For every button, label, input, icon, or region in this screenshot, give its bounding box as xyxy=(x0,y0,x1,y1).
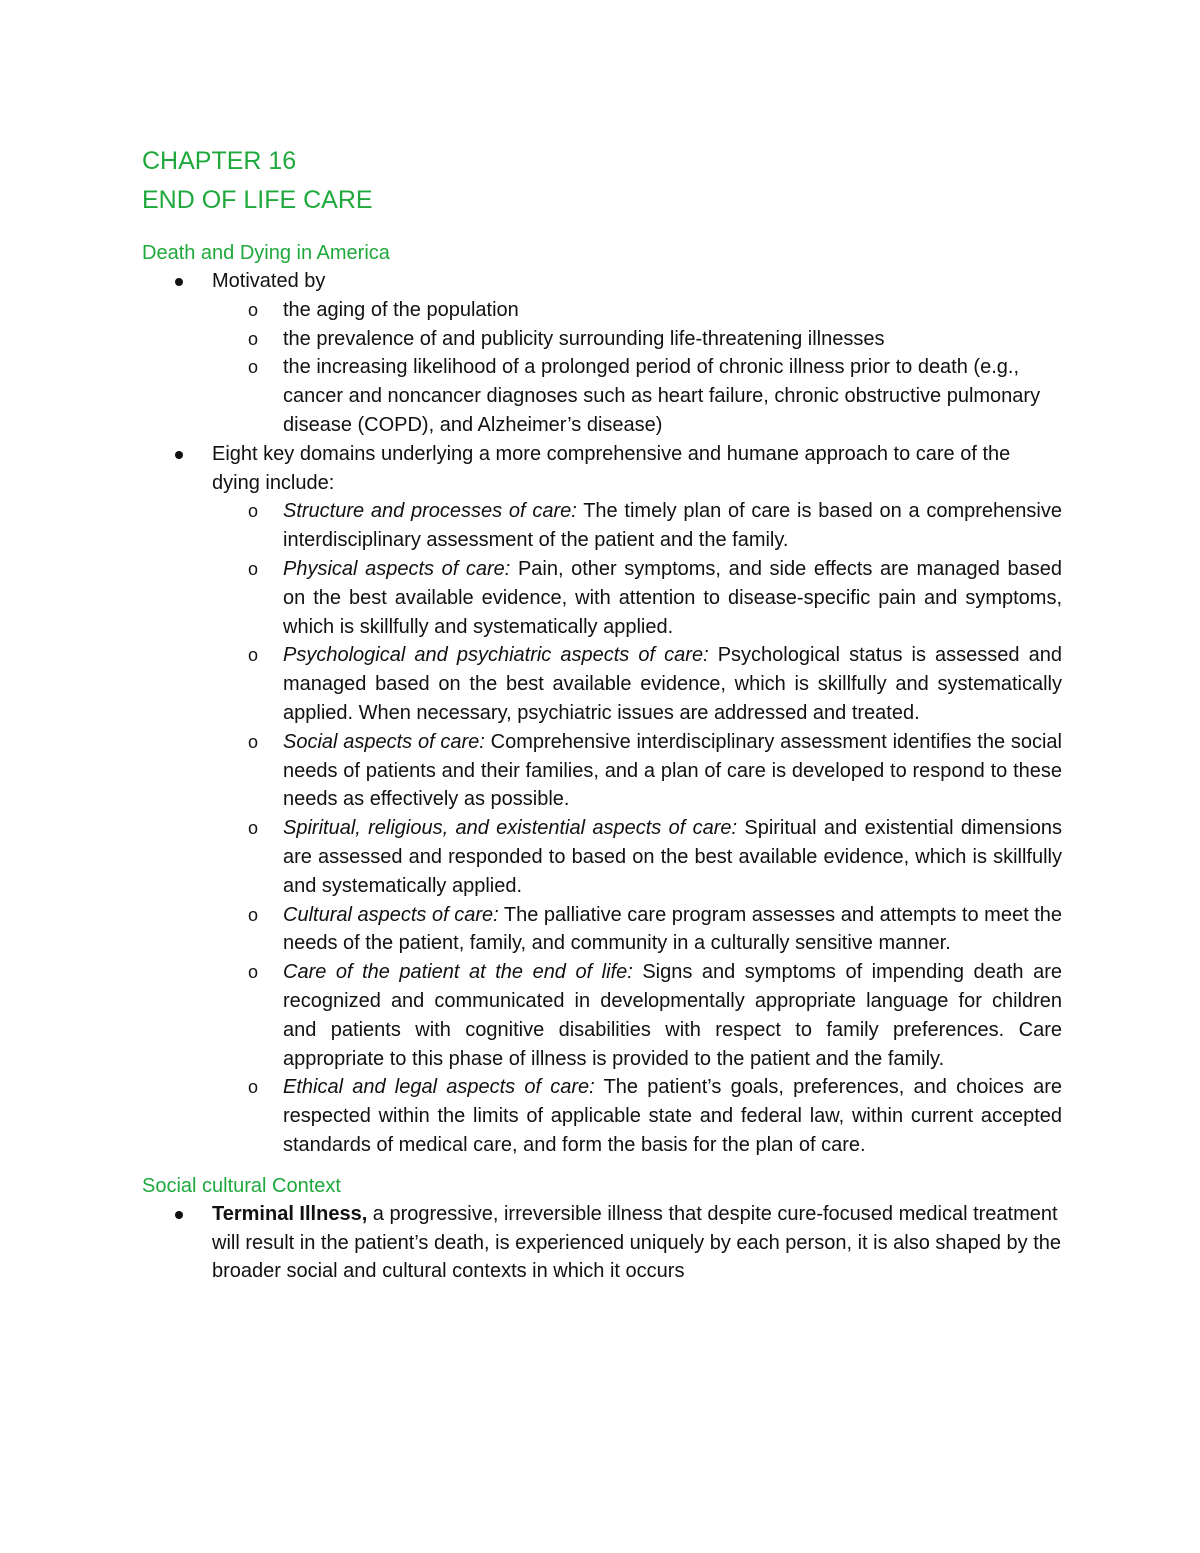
bullet-item-terminal-illness xyxy=(142,1200,1062,1286)
sub-item xyxy=(142,325,1062,354)
domain-term: Physical aspects of care: xyxy=(283,557,511,580)
domain-term: Structure and processes of care: xyxy=(283,500,577,523)
domain-text: Signs and symptoms of impending death are recognized and communicated in developmentally appropriate language for children and patients with cognitive disabilities with respect to family preferences. Care appropriate to this phase of illness is provided to the patient and the family. xyxy=(283,961,1062,1070)
domain-item-cultural xyxy=(142,901,1062,959)
domain-item-social xyxy=(142,728,1062,814)
circle-bullet-icon: o xyxy=(248,731,259,752)
domain-text: Spiritual and existential dimensions are assessed and responded to based on the best available evidence, which is skillfully and systematically applied. xyxy=(283,817,1062,897)
domain-item-spiritual xyxy=(142,814,1062,900)
domain-term: Spiritual, religious, and existential aspects of care: xyxy=(283,817,738,840)
chapter-number: CHAPTER 16 xyxy=(142,147,297,175)
domain-text: The timely plan of care is based on a comprehensive interdisciplinary assessment of the patient and the family. xyxy=(283,500,1062,552)
domain-term: Psychological and psychiatric aspects of care: xyxy=(283,644,709,667)
domain-text: Pain, other symptoms, and side effects are managed based on the best available evidence, with attention to disease-specific pain and symptoms, which is skillfully and systematically applied. xyxy=(283,557,1062,638)
circle-bullet-icon: o xyxy=(248,904,259,925)
domain-item-end-of-life xyxy=(142,958,1062,1073)
section-heading-social-cultural: Social cultural Context xyxy=(142,1174,341,1197)
domain-item-structure xyxy=(142,497,1062,555)
sub-list-motivations xyxy=(212,296,1062,440)
domain-item-psychological xyxy=(142,641,1062,727)
circle-bullet-icon: o xyxy=(248,299,259,320)
domain-text: Psychological status is assessed and managed based on the best available evidence, which is skillfully and systematically applied. When necessary, psychiatric issues are addressed and treated. xyxy=(283,644,1062,724)
page-content xyxy=(142,142,1062,1286)
bullet-list-death-dying xyxy=(142,267,1062,1160)
circle-bullet-icon: o xyxy=(248,962,259,983)
circle-bullet-icon: o xyxy=(248,645,259,666)
bullet-dot-icon xyxy=(175,451,183,459)
circle-bullet-icon: o xyxy=(248,818,259,839)
bullet-dot-icon xyxy=(175,1211,183,1219)
domain-term: Ethical and legal aspects of care: xyxy=(283,1076,595,1099)
sub-item-text: the increasing likelihood of a prolonged period of chronic illness prior to death (e.g., cancer and noncancer diagnoses such as heart failure, chronic obstructive pulmonary disease (COPD), and Alzheimer’s disease) xyxy=(283,356,1041,436)
sub-item xyxy=(142,296,1062,325)
sub-item-text: the aging of the population xyxy=(283,298,519,321)
circle-bullet-icon: o xyxy=(248,558,259,579)
domain-text: The patient’s goals, preferences, and choices are respected within the limits of applicable state and federal law, within current accepted standards of medical care, and form the basis for the plan of care. xyxy=(283,1076,1062,1156)
circle-bullet-icon: o xyxy=(248,501,259,522)
domain-text: Comprehensive interdisciplinary assessment identifies the social needs of patients and their families, and a plan of care is developed to respond to these needs as effectively as possible. xyxy=(283,730,1062,811)
domain-text: The palliative care program assesses and attempts to meet the needs of the patient, family, and community in a culturally sensitive manner. xyxy=(283,903,1062,955)
domain-term: Social aspects of care: xyxy=(283,730,485,753)
bullet-text: a progressive, irreversible illness that despite cure-focused medical treatment will result in the patient’s death, is experienced uniquely by each person, it is also shaped by the broader social and cultural contexts in which it occurs xyxy=(212,1202,1062,1283)
sub-item-text: the prevalence of and publicity surrounding life-threatening illnesses xyxy=(283,327,885,350)
bullet-item-motivated-by xyxy=(142,267,1062,440)
bullet-list-social-cultural xyxy=(142,1200,1062,1286)
sub-list-domains xyxy=(212,497,1062,1159)
bullet-text: Motivated by xyxy=(212,270,326,292)
domain-item-physical xyxy=(142,555,1062,641)
bullet-term: Terminal Illness, xyxy=(212,1202,368,1225)
circle-bullet-icon: o xyxy=(248,328,259,349)
sub-item xyxy=(142,353,1062,439)
bullet-dot-icon xyxy=(175,278,183,286)
bullet-text: Eight key domains underlying a more comprehensive and humane approach to care of the dying include: xyxy=(212,442,1011,494)
domain-term: Cultural aspects of care: xyxy=(283,903,499,926)
circle-bullet-icon: o xyxy=(248,357,259,378)
bullet-item-eight-domains xyxy=(142,440,1062,1160)
chapter-title: END OF LIFE CARE xyxy=(142,186,373,214)
domain-term: Care of the patient at the end of life: xyxy=(283,961,633,984)
section-heading-death-dying: Death and Dying in America xyxy=(142,242,390,264)
circle-bullet-icon: o xyxy=(248,1077,259,1098)
domain-item-ethical-legal xyxy=(142,1073,1062,1159)
